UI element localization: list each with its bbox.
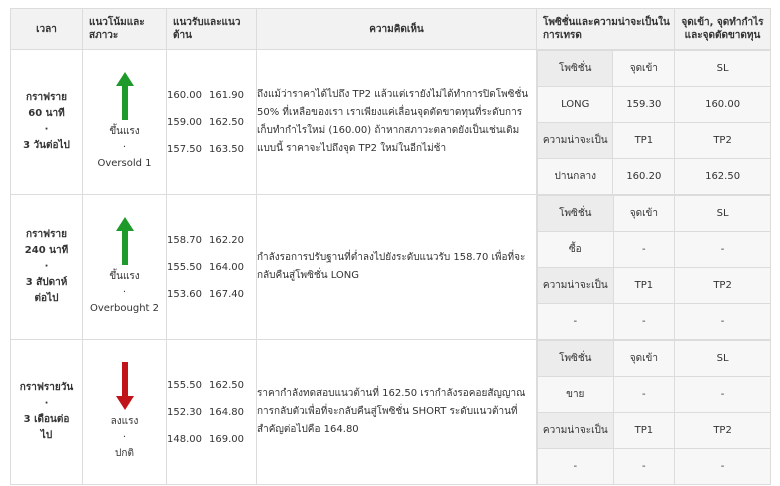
- trend-line: ·: [122, 432, 127, 443]
- support-value: 159.00: [167, 116, 202, 128]
- grid-mid: จุดเข้า: [613, 51, 675, 87]
- sr-row: [167, 235, 256, 246]
- timeframe-cell: [11, 195, 83, 340]
- sr-row: [167, 407, 256, 418]
- trend-line: ขึ้นแรง: [109, 271, 140, 282]
- grid-label: ความน่าจะเป็น: [538, 268, 614, 304]
- forecast-table: [10, 8, 771, 485]
- grid-label: -: [538, 304, 614, 340]
- table-row: [11, 340, 771, 485]
- arrow-up-icon: [116, 217, 134, 265]
- header-trend: แนวโน้มและสภาวะ: [83, 9, 167, 50]
- comment-cell: กำลังรอการปรับฐานที่ต่ำลงไปยังระดับแนวรับ 158.70 เพื่อที่จะกลับคืนสู่โพซิชั่น LONG: [257, 195, 537, 340]
- resistance-value: 169.00: [209, 433, 244, 445]
- header-entry: จุดเข้า, จุดทำกำไรและจุดตัดขาดทุน: [675, 9, 771, 50]
- sr-row: [167, 144, 256, 155]
- trend-line: ขึ้นแรง: [109, 126, 140, 137]
- arrow-up-icon: [116, 72, 134, 120]
- support-resistance-cell: [167, 340, 257, 485]
- grid-row: [538, 377, 771, 413]
- grid-right: TP2: [675, 123, 770, 159]
- comment-cell: ถึงแม้ว่าราคาได้ไปถึง TP2 แล้วแต่เรายังไม่ได้ทำการปิดโพซิชั่น 50% ที่เหลือของเรา เราเพียงแค่เลื่อนจุดตัดขาดทุนที่ระดับการเก็บทำกำไรใหม่ (160.00) ถ้าหากสภาวะตลาดยังเป็นเช่นเดิมแบบนี้ ราคาจะไปถึงจุด TP2 ใหม่ในอีกไม่ช้า: [257, 50, 537, 195]
- timeframe-line: 60 นาที: [28, 108, 65, 119]
- arrow-down-icon: [116, 362, 134, 410]
- support-value: 155.50: [167, 261, 202, 273]
- grid-right: SL: [675, 196, 770, 232]
- position-grid: [537, 50, 770, 194]
- grid-right: -: [675, 449, 770, 485]
- grid-mid: -: [613, 304, 675, 340]
- timeframe-line: 3 เดือนต่อ: [23, 414, 70, 425]
- timeframe-line: ·: [44, 398, 49, 409]
- grid-label: ความน่าจะเป็น: [538, 413, 614, 449]
- trend-cell: [83, 340, 167, 485]
- support-resistance-cell: [167, 195, 257, 340]
- grid-right: 160.00: [675, 87, 770, 123]
- trend-cell: [83, 50, 167, 195]
- grid-right: -: [675, 377, 770, 413]
- grid-row: [538, 196, 771, 232]
- grid-row: [538, 413, 771, 449]
- grid-row: [538, 449, 771, 485]
- resistance-value: 164.80: [209, 406, 244, 418]
- timeframe-line: กราฟราย: [26, 229, 67, 240]
- trend-cell: [83, 195, 167, 340]
- position-grid: [537, 340, 770, 484]
- timeframe-line: กราฟราย: [26, 92, 67, 103]
- timeframe-cell: [11, 50, 83, 195]
- trend-line: ·: [122, 287, 127, 298]
- sr-row: [167, 262, 256, 273]
- grid-row: [538, 51, 771, 87]
- trend-line: ·: [122, 142, 127, 153]
- grid-right: SL: [675, 341, 770, 377]
- grid-row: [538, 87, 771, 123]
- resistance-value: 162.50: [209, 379, 244, 391]
- timeframe-line: กราฟรายวัน: [19, 382, 74, 393]
- grid-row: [538, 159, 771, 195]
- grid-mid: -: [613, 449, 675, 485]
- resistance-value: 162.50: [209, 116, 244, 128]
- grid-mid: TP1: [613, 123, 675, 159]
- header-row: [11, 9, 771, 50]
- timeframe-line: ·: [44, 261, 49, 272]
- sr-row: [167, 434, 256, 445]
- timeframe-line: ·: [44, 124, 49, 135]
- sr-row: [167, 90, 256, 101]
- position-cell: [537, 340, 771, 485]
- comment-cell: ราคากำลังทดสอบแนวต้านที่ 162.50 เรากำลังรอคอยสัญญาณการกลับตัวเพื่อที่จะกลับคืนสู่โพซิชั่น SHORT ระดับแนวต้านที่สำคัญต่อไปคือ 164.80: [257, 340, 537, 485]
- support-value: 158.70: [167, 234, 202, 246]
- table-body: [11, 50, 771, 485]
- grid-label: ความน่าจะเป็น: [538, 123, 613, 159]
- resistance-value: 162.20: [209, 234, 244, 246]
- header-time: เวลา: [11, 9, 83, 50]
- timeframe-line: 3 วันต่อไป: [23, 140, 70, 151]
- grid-label: โพซิชั่น: [538, 341, 614, 377]
- grid-row: [538, 268, 771, 304]
- timeframe-line: 3 สัปดาห์: [25, 277, 68, 288]
- header-sr: แนวรับและแนวต้าน: [167, 9, 257, 50]
- timeframe-line: 240 นาที: [24, 245, 69, 256]
- grid-right: -: [675, 304, 770, 340]
- table-row: [11, 195, 771, 340]
- support-value: 160.00: [167, 89, 202, 101]
- header-position: โพซิชั่นและความน่าจะเป็นในการเทรด: [537, 9, 675, 50]
- table-row: [11, 50, 771, 195]
- grid-mid: 159.30: [613, 87, 675, 123]
- grid-mid: จุดเข้า: [613, 196, 675, 232]
- support-value: 152.30: [167, 406, 202, 418]
- grid-label: โพซิชั่น: [538, 51, 613, 87]
- support-value: 148.00: [167, 433, 202, 445]
- timeframe-line: ต่อไป: [34, 293, 59, 304]
- grid-row: [538, 232, 771, 268]
- grid-right: TP2: [675, 268, 770, 304]
- trend-line: ปกติ: [115, 448, 134, 459]
- grid-row: [538, 123, 771, 159]
- sr-row: [167, 380, 256, 391]
- resistance-value: 167.40: [209, 288, 244, 300]
- timeframe-cell: [11, 340, 83, 485]
- position-grid: [537, 195, 770, 339]
- grid-mid: -: [613, 377, 675, 413]
- grid-right: -: [675, 232, 770, 268]
- grid-mid: จุดเข้า: [613, 341, 675, 377]
- grid-mid: TP1: [613, 268, 675, 304]
- trend-line: Oversold 1: [97, 158, 152, 169]
- grid-mid: 160.20: [613, 159, 675, 195]
- trend-line: Overbought 2: [89, 303, 159, 314]
- sr-row: [167, 289, 256, 300]
- grid-right: TP2: [675, 413, 770, 449]
- grid-row: [538, 304, 771, 340]
- grid-label: LONG: [538, 87, 613, 123]
- grid-right: 162.50: [675, 159, 770, 195]
- grid-label: โพซิชั่น: [538, 196, 614, 232]
- grid-label: ปานกลาง: [538, 159, 613, 195]
- grid-mid: TP1: [613, 413, 675, 449]
- grid-label: ซื้อ: [538, 232, 614, 268]
- grid-row: [538, 341, 771, 377]
- grid-label: -: [538, 449, 614, 485]
- support-resistance-cell: [167, 50, 257, 195]
- support-value: 153.60: [167, 288, 202, 300]
- header-comment: ความคิดเห็น: [257, 9, 537, 50]
- grid-mid: -: [613, 232, 675, 268]
- position-cell: [537, 50, 771, 195]
- support-value: 155.50: [167, 379, 202, 391]
- resistance-value: 163.50: [209, 143, 244, 155]
- support-value: 157.50: [167, 143, 202, 155]
- grid-right: SL: [675, 51, 770, 87]
- grid-label: ขาย: [538, 377, 614, 413]
- resistance-value: 161.90: [209, 89, 244, 101]
- timeframe-line: ไป: [40, 430, 53, 441]
- sr-row: [167, 117, 256, 128]
- resistance-value: 164.00: [209, 261, 244, 273]
- position-cell: [537, 195, 771, 340]
- trend-line: ลงแรง: [110, 416, 139, 427]
